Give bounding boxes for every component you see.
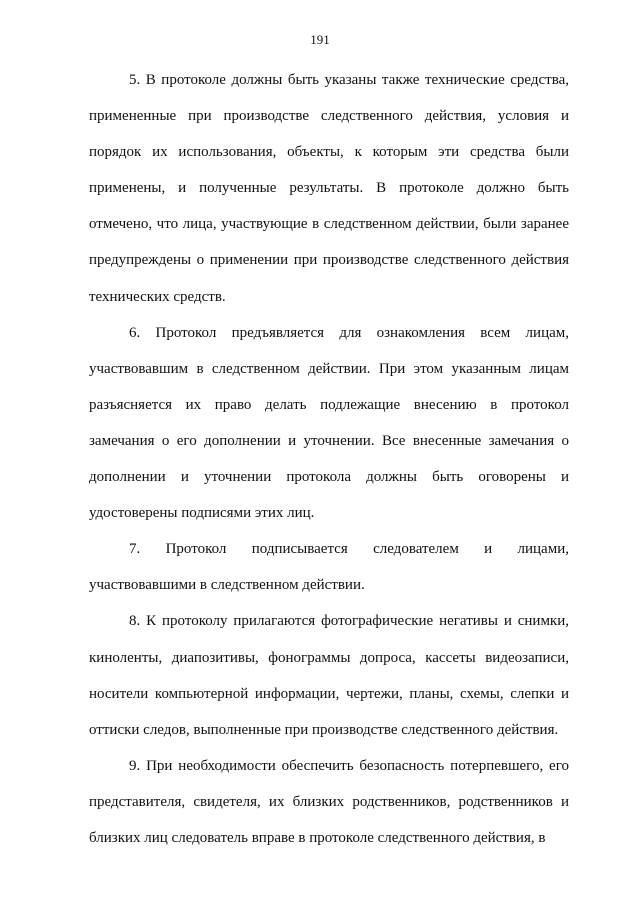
paragraph-9: 9. При необходимости обеспечить безопасность потерпевшего, его представителя, свидетеля, их близких родственников, родственников и близких лиц следователь вправе в протоколе следственного действия, в (89, 757, 569, 846)
paragraph-6: 6. Протокол предъявляется для ознакомления всем лицам, участвовавшим в следственном действии. При этом указанным лицам разъясняется их право делать подлежащие внесению в протокол замечания о его дополнении и уточнении. Все внесенные замечания о дополнении и уточнении протокола должны быть оговорены и удостоверены подписями этих лиц. (89, 324, 569, 522)
document-body (89, 62, 569, 856)
paragraph-7: 7. Протокол подписывается следователем и лицами, участвовавшими в следственном действии. (89, 541, 569, 594)
paragraph-5: 5. В протоколе должны быть указаны также технические средства, примененные при производстве следственного действия, условия и порядок их использования, объекты, к которым эти средства были применены, и полученные результаты. В протоколе должно быть отмечено, что лица, участвующие в следственном действии, были заранее предупреждены о применении при производстве следственного действия технических средств. (89, 72, 569, 305)
page-number: 191 (310, 32, 330, 47)
paragraph-8: 8. К протоколу прилагаются фотографические негативы и снимки, киноленты, диапозитивы, фонограммы допроса, кассеты видеозаписи, носители компьютерной информации, чертежи, планы, схемы, слепки и оттиски следов, выполненные при производстве следственного действия. (89, 613, 569, 738)
